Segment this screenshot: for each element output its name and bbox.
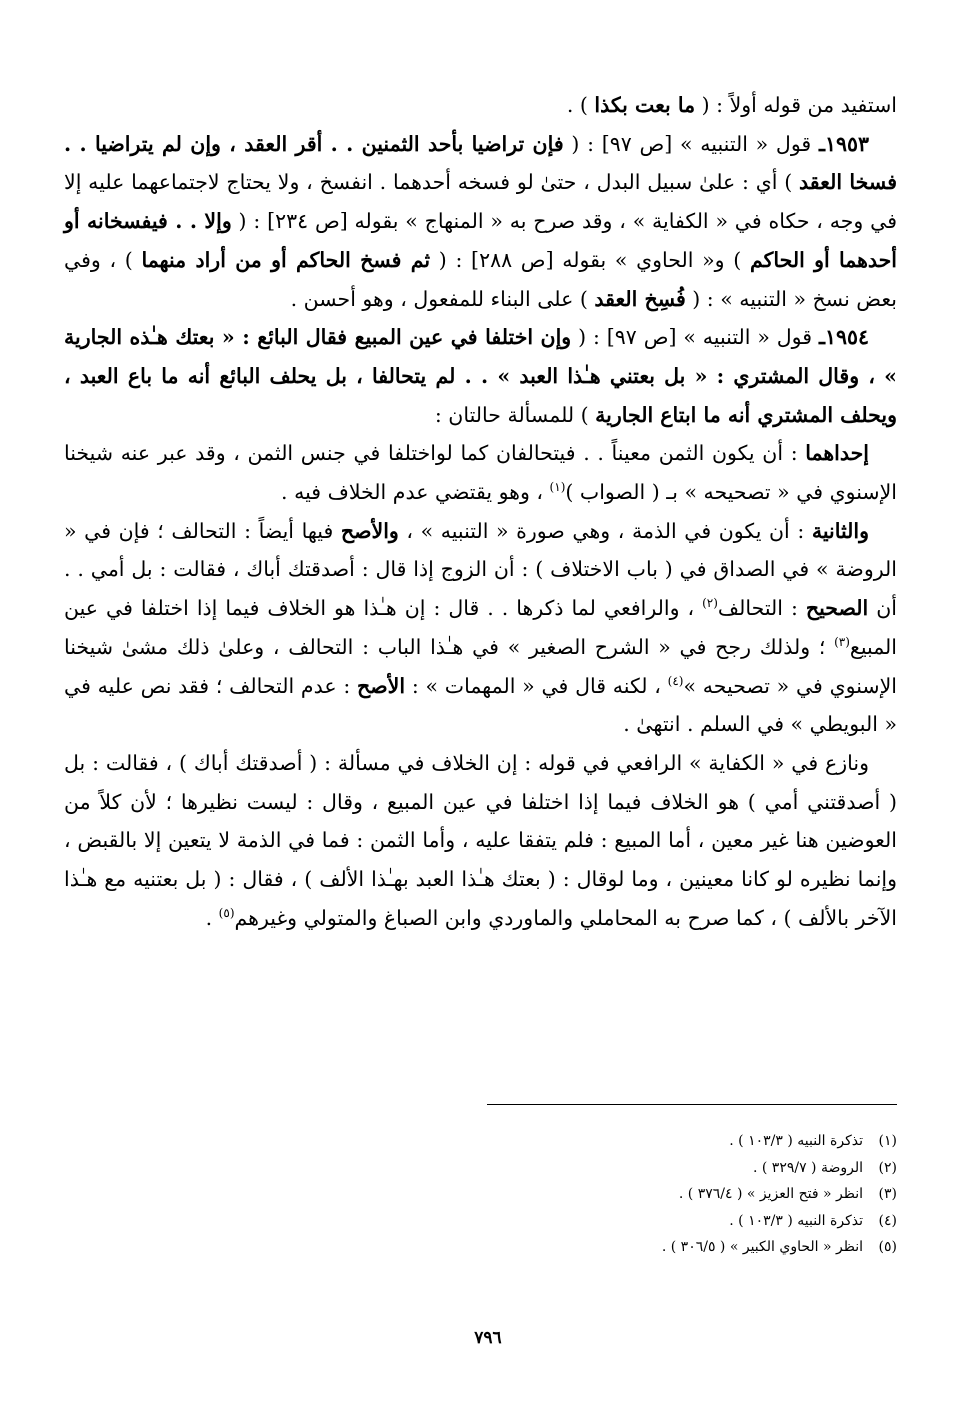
footnote-text: تذكرة النبيه ( ١٠٣/٣ ) .	[729, 1133, 863, 1149]
text-run: ؛ ولذلك رجح في « الشرح الصغير » في هـٰذا الباب : التحالف ، وعلىٰ ذلك مشىٰ شيخنا الإسنوي في « تصحيحه »	[64, 634, 897, 698]
footnote-separator	[487, 1104, 897, 1105]
bold-text: ١٩٥٤ـ	[818, 325, 870, 350]
footnote	[500, 1208, 897, 1235]
bold-text: الصحيح	[805, 596, 869, 621]
paragraph	[64, 125, 897, 319]
bold-text: وإن اختلفا في عين المبيع فقال البائع : « بعتك هـٰذه الجارية » ، وقال المشتري : « بل بعتني هـٰذا العبد » . . لم يتحالفا ، بل يحلف البائع أنه ما باع العبد ، ويحلف المشتري أنه ما ابتاع الجارية	[64, 325, 897, 427]
footnote-number: (٣)	[878, 1186, 897, 1202]
text-run: قول « التنبيه » [ص ٩٧] : (	[563, 131, 819, 156]
bold-text: الأصح	[357, 673, 406, 698]
footnote-number: (١)	[878, 1133, 897, 1149]
bold-text: فُسِخ العقد	[594, 286, 686, 311]
page-number: ٧٩٦	[474, 1328, 502, 1348]
bold-text: ١٩٥٣ـ	[818, 131, 870, 156]
footnote-text: الروضة ( ٣٢٩/٧ ) .	[752, 1159, 863, 1176]
footnote	[500, 1128, 897, 1155]
text-run: ، لكنه قال في « المهمات » :	[405, 673, 668, 698]
footnote-ref: (٥)	[218, 905, 235, 920]
footnote-ref: (٤)	[667, 673, 684, 688]
bold-text: ما بعت بكذا	[594, 93, 696, 117]
text-run: استفيد من قوله أولاً : (	[695, 93, 897, 117]
paragraph	[64, 434, 897, 511]
text-run: فيها أيضاً : التحالف ؛ فإن في « الروضة » في الصداق في ( باب الاختلاف ) : أن الزوج إذا قال : أصدقتك أباك ، فقالت : بل أمي . . أن	[64, 518, 897, 621]
bold-text: ثم فسخ الحاكم أو من أراد منهما	[141, 247, 431, 272]
footnote-number: (٥)	[878, 1239, 897, 1255]
footnote-ref: (٢)	[702, 596, 718, 611]
paragraph	[64, 744, 897, 938]
footnote	[500, 1181, 897, 1208]
bold-text: والأصح	[340, 518, 399, 543]
footnote-text: انظر « الحاوي الكبير » ( ٣٠٦/٥ ) .	[661, 1239, 863, 1255]
text-run: ) و« الحاوي » بقوله [ص ٢٨٨] : (	[430, 247, 750, 272]
text-run: ونازع في « الكفاية » الرافعي في قوله : إن الخلاف في مسألة : ( أصدقتك أباك ) ، فقالت : بل ( أصدقتني أمي ) هو الخلاف فيما إذا اختلفا في عين المبيع ، وقال : ليست نظيرها ؛ لأن كلاً من العوضين هنا غير معين ، أما المبيع : فلم يتفقا عليه ، وأما الثمن : فما في الذمة لا يتعين إلا بالقبض ، وإنما نظيره لو كانا معينين ، وما لوقال : ( بعتك هـٰذا العبد بهـٰذا الألف ) ، فقال : ( بل بعتنيه مع هـٰذا الآخر بالألف ) ، كما صرح به المحاملي والماوردي وابن الصباغ والمتولي وغيرهم	[64, 750, 897, 930]
footnote-text: تذكرة النبيه ( ١٠٣/٣ ) .	[729, 1212, 863, 1229]
bold-text: والثانية	[811, 518, 869, 543]
text-run: : أن يكون في الذمة ، وهي صورة « التنبيه » ،	[398, 518, 812, 543]
footnote-text: انظر « فتح العزيز » ( ٣٧٦/٤ ) .	[678, 1186, 863, 1202]
text-run: : عدم التحالف ؛ فقد نص عليه في « البويطي » في السلم . انتهىٰ .	[64, 673, 897, 737]
text-run: ) للمسألة حالتان :	[434, 402, 596, 427]
footnote-number: (٤)	[878, 1212, 897, 1229]
main-text	[64, 86, 897, 937]
bold-text: فإن تراضيا بأحد الثمنين . . أقر العقد ، وإن لم يتراضيا . . فسخا العقد	[64, 131, 897, 195]
text-run: ، والرافعي لما ذكرها . . قال : إن هـٰذا هو الخلاف فيما إذا اختلفا في عين المبيع	[64, 596, 897, 659]
footnote-number: (٢)	[878, 1159, 897, 1176]
bold-text: وإلا . . فيفسخانه أو أحدهما أو الحاكم	[64, 209, 898, 272]
text-run: ) أي : علىٰ سبيل البدل ، حتىٰ لو فسخه أحدهما . انفسخ ، ولا يحتاج لاجتماعهما عليه إلا في وجه ، حكاه في « الكفاية » ، وقد صرح به « المنهاج » بقوله [ص ٢٣٤] : (	[64, 170, 898, 234]
footnote	[500, 1155, 897, 1182]
text-run: ) .	[566, 93, 595, 117]
footnote	[500, 1234, 897, 1261]
text-run: ) على البناء للمفعول ، وهو أحسن .	[290, 286, 595, 311]
footnote-ref: (١)	[549, 480, 566, 495]
paragraph	[64, 86, 897, 125]
text-run: : التحالف	[717, 596, 806, 621]
footnote-ref: (٣)	[834, 635, 850, 650]
text-run: : أن يكون الثمن معيناً . . فيتحالفان كما لواختلفا في جنس الثمن ، وقد عبر عنه شيخنا الإسنوي في « تصحيحه » بـ ( الصواب )	[64, 441, 897, 505]
text-run: قول « التنبيه » [ص ٩٧] : (	[571, 325, 819, 350]
text-run: ) ، وفي بعض نسخ « التنبيه » : (	[64, 247, 897, 311]
bold-text: إحداهما	[805, 441, 869, 466]
paragraph	[64, 512, 897, 744]
text-run: .	[205, 905, 219, 930]
text-run: ، وهو يقتضي عدم الخلاف فيه .	[281, 480, 550, 505]
paragraph	[64, 318, 897, 434]
footnotes	[500, 1128, 897, 1261]
